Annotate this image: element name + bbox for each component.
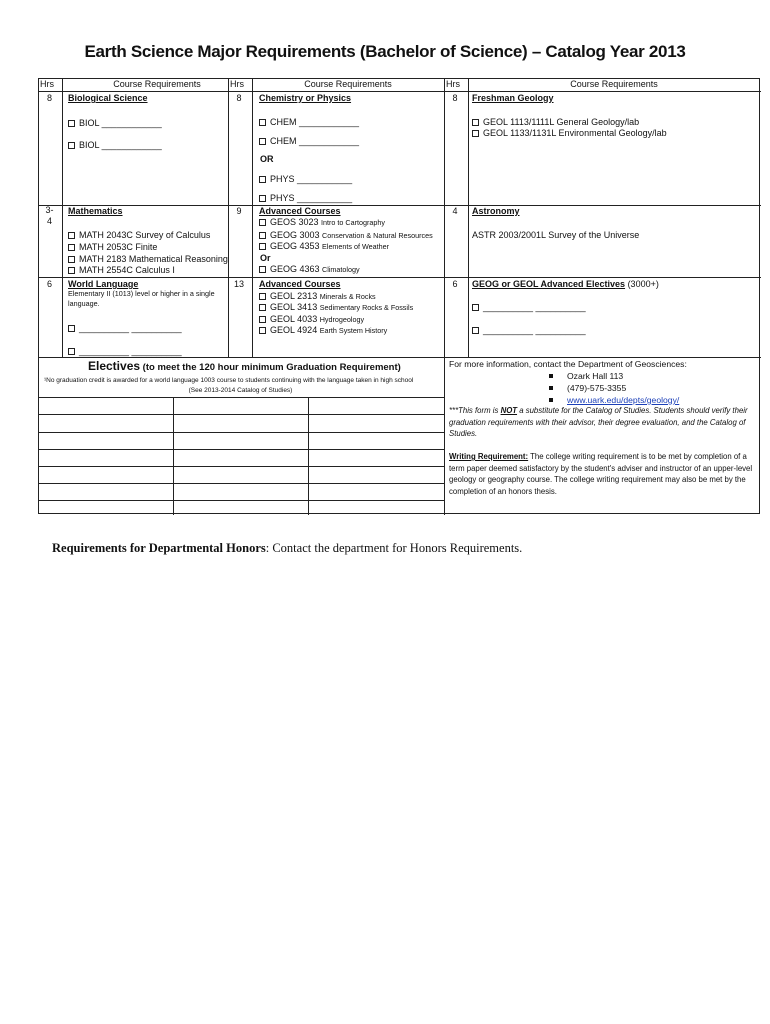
adv13-line-1[interactable]: GEOL 2313 Minerals & Rocks [259,290,376,303]
phys-line-2[interactable]: PHYS ___________ [259,192,352,204]
checkbox-icon[interactable] [259,316,266,323]
adv9-line-3[interactable]: GEOG 4353 Elements of Weather [259,240,389,253]
adv9-heading: Advanced Courses [259,206,341,216]
checkbox-icon[interactable] [259,243,266,250]
checkbox-icon[interactable] [259,176,266,183]
writing-requirement: Writing Requirement: The college writing requirement is to be met by completion of a term paper deemed satisfactory by the student's adviser and instructor of an upper-level geology or geography course. The college writing requirement may also be met by the completion of an honors thesis. [449,452,753,496]
checkbox-icon[interactable] [259,304,266,311]
adv-electives-heading: GEOG or GEOL Advanced Electives (3000+) [472,279,659,289]
checkbox-icon[interactable] [259,327,266,334]
lang-heading: World Language [68,279,139,289]
checkbox-icon[interactable] [68,142,75,149]
contact-address: Ozark Hall 113 [549,370,623,382]
hrs-header-2: Hrs [230,79,244,89]
fresh-hrs: 8 [452,93,458,103]
checkbox-icon[interactable] [68,256,75,263]
checkbox-icon[interactable] [68,267,75,274]
disclaimer-text: ***This form is NOT a substitute for the Catalog of Studies. Students should verify their graduation requirements with their advisor, their degree evaluation, and the Catalog of Studies. [449,406,748,438]
bullet-icon [549,398,553,402]
math-line-2[interactable]: MATH 2053C Finite [68,241,157,253]
adv13-hrs: 13 [233,279,244,289]
adv9-line-1[interactable]: GEOS 3023 Intro to Cartography [259,216,385,229]
electives-blank-2[interactable]: __________ __________ [472,324,586,336]
checkbox-icon[interactable] [472,130,479,137]
math-line-1[interactable]: MATH 2043C Survey of Calculus [68,229,210,241]
chem-line-1[interactable]: CHEM ____________ [259,116,359,128]
checkbox-icon[interactable] [472,304,479,311]
lang-blank-2[interactable]: __________ __________ [68,345,182,357]
checkbox-icon[interactable] [472,119,479,126]
bullet-icon [549,374,553,378]
page-title: Earth Science Major Requirements (Bachelor of Science) – Catalog Year 2013 [84,42,686,61]
math-line-4[interactable]: MATH 2554C Calculus I [68,264,175,276]
fresh-heading: Freshman Geology [472,93,554,103]
checkbox-icon[interactable] [259,293,266,300]
checkbox-icon[interactable] [68,120,75,127]
bullet-icon [549,386,553,390]
checkbox-icon[interactable] [259,138,266,145]
math-line-3[interactable]: MATH 2183 Mathematical Reasoning [68,253,228,265]
astro-hrs: 4 [452,206,458,216]
chem-hrs: 8 [236,93,242,103]
bio-line-1[interactable]: BIOL ____________ [68,117,162,129]
bio-hrs: 8 [46,93,52,103]
bio-line-2[interactable]: BIOL ____________ [68,139,162,151]
adv9-hrs: 9 [236,206,242,216]
contact-phone: (479)-575-3355 [549,382,626,394]
lang-blank-1[interactable]: __________ __________ [68,322,182,334]
phys-line-1[interactable]: PHYS ___________ [259,173,352,185]
lang-note: Elementary II (1013) level or higher in a single language. [68,289,215,308]
honors-requirements: Requirements for Departmental Honors: Contact the department for Honors Requirements. [52,541,523,555]
chem-heading: Chemistry or Physics [259,93,352,103]
adv13-line-4[interactable]: GEOL 4924 Earth System History [259,324,387,337]
adv13-heading: Advanced Courses [259,279,341,289]
chem-line-2[interactable]: CHEM ____________ [259,135,359,147]
astro-line-1: ASTR 2003/2001L Survey of the Universe [472,230,640,240]
course-req-header-3: Course Requirements [570,79,658,89]
course-req-header-1: Course Requirements [113,79,201,89]
checkbox-icon[interactable] [259,232,266,239]
checkbox-icon[interactable] [68,325,75,332]
lang-hrs: 6 [46,279,52,289]
adv13-line-2[interactable]: GEOL 3413 Sedimentary Rocks & Fossils [259,301,413,314]
electives-footnote: ¹No graduation credit is awarded for a world language 1003 course to students continuing with the language taken in high school [44,377,414,384]
math-hrs: 3- 4 [45,205,54,226]
bio-heading: Biological Science [68,93,148,103]
fresh-line-1[interactable]: GEOL 1113/1111L General Geology/lab [472,116,639,128]
math-heading: Mathematics [68,206,123,216]
checkbox-icon[interactable] [259,266,266,273]
hrs-header-1: Hrs [40,79,54,89]
electives-footnote-ref: (See 2013-2014 Catalog of Studies) [188,387,293,394]
geology-website-link[interactable]: www.uark.edu/depts/geology/ [567,395,680,405]
contact-intro: For more information, contact the Department of Geosciences: [449,359,687,369]
checkbox-icon[interactable] [472,327,479,334]
checkbox-icon[interactable] [259,219,266,226]
electives-hrs: 6 [452,279,458,289]
fresh-line-2[interactable]: GEOL 1133/1131L Environmental Geology/lab [472,127,667,139]
adv9-or-label: Or [260,253,271,263]
hrs-header-3: Hrs [446,79,460,89]
checkbox-icon[interactable] [68,232,75,239]
adv9-line-4[interactable]: GEOG 4363 Climatology [259,263,360,276]
course-req-header-2: Course Requirements [304,79,392,89]
checkbox-icon[interactable] [259,119,266,126]
adv13-line-3[interactable]: GEOL 4033 Hydrogeology [259,313,364,326]
checkbox-icon[interactable] [68,348,75,355]
chem-or-label: OR [260,154,274,164]
astro-heading: Astronomy [472,206,520,216]
checkbox-icon[interactable] [259,195,266,202]
checkbox-icon[interactable] [68,244,75,251]
electives-heading: Electives (to meet the 120 hour minimum Graduation Requirement) [88,359,401,373]
adv9-line-2[interactable]: GEOG 3003 Conservation & Natural Resources [259,229,433,242]
electives-blank-1[interactable]: __________ __________ [472,301,586,313]
